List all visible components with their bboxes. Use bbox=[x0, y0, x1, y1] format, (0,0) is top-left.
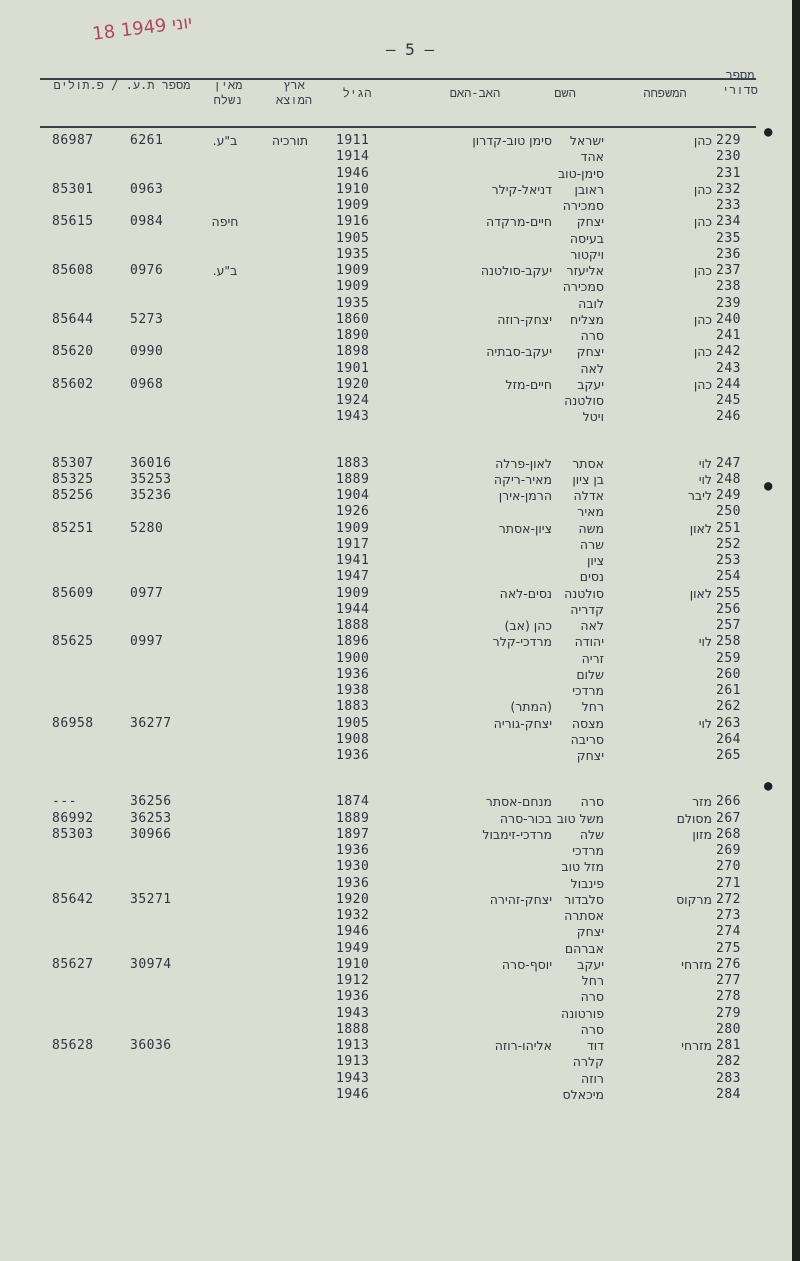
certificate-number: 36036 bbox=[130, 1038, 172, 1053]
birth-year: 1935 bbox=[336, 295, 370, 311]
birth-year: 1888 bbox=[336, 1021, 370, 1037]
first-name: פורטונה bbox=[561, 1005, 604, 1021]
personal-number: 85307 bbox=[52, 455, 94, 471]
personal-number: 85251 bbox=[52, 520, 94, 536]
serial-number: 280 bbox=[716, 1021, 741, 1037]
parents-names: יצחק-גוריה bbox=[493, 715, 552, 731]
header-name: השם bbox=[554, 86, 576, 100]
first-name: ראובן bbox=[574, 181, 604, 197]
parents-names: חיים-מזל bbox=[505, 376, 552, 392]
first-name: משה bbox=[578, 520, 604, 536]
certificate-number: 5280 bbox=[130, 520, 164, 536]
first-name: סולטנה bbox=[564, 393, 604, 408]
parents-names: נסים-לאה bbox=[499, 585, 552, 601]
serial-number: 262 bbox=[716, 699, 741, 715]
serial-number: 245 bbox=[716, 393, 741, 408]
first-name: נסים bbox=[579, 569, 604, 585]
first-name: אסתרה bbox=[564, 908, 604, 923]
birth-year: 1941 bbox=[336, 553, 370, 568]
family-name: לאון bbox=[689, 520, 712, 536]
family-name: לוי bbox=[698, 471, 712, 487]
serial-number: 229 bbox=[716, 133, 741, 148]
first-name: זריה bbox=[581, 650, 604, 666]
family-name: לאון bbox=[689, 585, 712, 601]
personal-number: 85256 bbox=[52, 488, 94, 503]
serial-number: 281 bbox=[716, 1038, 741, 1053]
serial-number: 266 bbox=[716, 794, 741, 810]
certificate-number: 35271 bbox=[130, 891, 172, 907]
certificate-number: 36016 bbox=[130, 455, 172, 471]
birth-year: 1860 bbox=[336, 311, 370, 327]
serial-number: 248 bbox=[716, 471, 741, 487]
first-name: שלה bbox=[579, 826, 604, 842]
family-name: כהן bbox=[693, 214, 712, 230]
family-name: מזר bbox=[692, 794, 712, 810]
first-name: מצליח bbox=[570, 311, 604, 327]
serial-number: 265 bbox=[716, 748, 741, 763]
family-name: מזרחי bbox=[681, 956, 712, 972]
serial-number: 272 bbox=[716, 891, 741, 907]
first-name: מזל טוב bbox=[561, 859, 604, 875]
certificate-number: 0976 bbox=[130, 263, 164, 278]
first-name: סמכירה bbox=[562, 279, 604, 295]
certificate-number: 0968 bbox=[130, 376, 164, 392]
personal-number: 85602 bbox=[52, 376, 94, 392]
parents-names: לאון-פרלה bbox=[495, 455, 552, 471]
first-name: סרה bbox=[580, 989, 604, 1005]
scan-edge bbox=[792, 0, 800, 1261]
birth-year: 1889 bbox=[336, 471, 370, 487]
family-name: לוי bbox=[698, 634, 712, 650]
serial-number: 249 bbox=[716, 488, 741, 503]
first-name: סרה bbox=[580, 328, 604, 343]
first-name: אליעזר bbox=[566, 263, 604, 278]
certificate-number: 30966 bbox=[130, 826, 172, 842]
personal-number: 85620 bbox=[52, 344, 94, 360]
family-name: כהן bbox=[693, 263, 712, 278]
serial-number: 275 bbox=[716, 940, 741, 956]
family-name: כהן bbox=[693, 133, 712, 148]
personal-number: 86992 bbox=[52, 810, 94, 826]
certificate-number: 0984 bbox=[130, 214, 164, 230]
serial-number: 251 bbox=[716, 520, 741, 536]
serial-number: 261 bbox=[716, 683, 741, 698]
birth-year: 1936 bbox=[336, 666, 370, 682]
parents-names: אליהו-רוזה bbox=[494, 1038, 552, 1053]
first-name: בן ציון bbox=[572, 471, 604, 487]
hole-punch-mark: ● bbox=[764, 124, 773, 140]
first-name: לובה bbox=[578, 295, 604, 311]
birth-year: 1888 bbox=[336, 618, 370, 633]
certificate-number: 36277 bbox=[130, 715, 172, 731]
certificate-number: 35253 bbox=[130, 471, 172, 487]
serial-number: 263 bbox=[716, 715, 741, 731]
header-origin: מאין נשלח bbox=[213, 78, 243, 107]
certificate-number: 6261 bbox=[130, 133, 164, 148]
birth-year: 1909 bbox=[336, 585, 370, 601]
serial-number: 233 bbox=[716, 198, 741, 213]
personal-number: 86958 bbox=[52, 715, 94, 731]
family-name: מזרחי bbox=[681, 1038, 712, 1053]
family-name: כהן bbox=[693, 376, 712, 392]
birth-year: 1908 bbox=[336, 731, 370, 747]
origin-place: ב"ע. bbox=[212, 263, 238, 278]
first-name: אדלה bbox=[573, 488, 604, 503]
family-name: מרקוס bbox=[676, 891, 712, 907]
first-name: יצחק bbox=[576, 344, 604, 360]
serial-number: 252 bbox=[716, 536, 741, 552]
certificate-number: 35236 bbox=[130, 488, 172, 503]
parents-names: הרמן-אירן bbox=[498, 488, 552, 503]
family-name: כהן bbox=[693, 344, 712, 360]
serial-number: 257 bbox=[716, 618, 741, 633]
serial-number: 239 bbox=[716, 295, 741, 311]
first-name: אהד bbox=[580, 149, 604, 165]
serial-number: 283 bbox=[716, 1070, 741, 1086]
birth-year: 1889 bbox=[336, 810, 370, 826]
first-name: מרדכי bbox=[572, 683, 604, 698]
personal-number: 85642 bbox=[52, 891, 94, 907]
serial-number: 242 bbox=[716, 344, 741, 360]
certificate-number: 36256 bbox=[130, 794, 172, 810]
first-name: ויטל bbox=[582, 409, 604, 425]
serial-number: 259 bbox=[716, 650, 741, 666]
serial-number: 235 bbox=[716, 230, 741, 246]
birth-year: 1930 bbox=[336, 859, 370, 875]
serial-number: 250 bbox=[716, 504, 741, 520]
serial-number: 271 bbox=[716, 875, 741, 891]
serial-number: 274 bbox=[716, 924, 741, 940]
personal-number: 85301 bbox=[52, 181, 94, 197]
birth-year: 1911 bbox=[336, 133, 370, 148]
birth-year: 1901 bbox=[336, 360, 370, 376]
birth-year: 1898 bbox=[336, 344, 370, 360]
hole-punch-mark: ● bbox=[764, 478, 773, 494]
parents-names: יצחק-זהירה bbox=[489, 891, 552, 907]
birth-year: 1910 bbox=[336, 956, 370, 972]
birth-year: 1943 bbox=[336, 409, 370, 425]
birth-year: 1938 bbox=[336, 683, 370, 698]
birth-year: 1890 bbox=[336, 328, 370, 343]
serial-number: 273 bbox=[716, 908, 741, 923]
serial-number: 276 bbox=[716, 956, 741, 972]
serial-number: 268 bbox=[716, 826, 741, 842]
parents-names: דניאל-קילר bbox=[491, 181, 552, 197]
personal-number: --- bbox=[52, 794, 77, 810]
family-name: מזון bbox=[692, 826, 712, 842]
certificate-number: 0977 bbox=[130, 585, 164, 601]
first-name: יצחק bbox=[576, 924, 604, 940]
header-country: ארץ המוצא bbox=[275, 78, 312, 107]
personal-number: 85608 bbox=[52, 263, 94, 278]
serial-number: 238 bbox=[716, 279, 741, 295]
certificate-number: 0963 bbox=[130, 181, 164, 197]
personal-number: 85325 bbox=[52, 471, 94, 487]
parents-names: ציון-אסתר bbox=[498, 520, 552, 536]
certificate-number: 5273 bbox=[130, 311, 164, 327]
birth-year: 1936 bbox=[336, 843, 370, 858]
header-bottom-rule bbox=[40, 126, 756, 128]
birth-year: 1944 bbox=[336, 601, 370, 617]
parents-names: יצחק-רוזה bbox=[497, 311, 552, 327]
first-name: מרדכי bbox=[572, 843, 604, 858]
first-name: ישראל bbox=[569, 133, 604, 148]
personal-number: 85628 bbox=[52, 1038, 94, 1053]
serial-number: 282 bbox=[716, 1054, 741, 1070]
family-name: ליבר bbox=[687, 488, 712, 503]
birth-year: 1936 bbox=[336, 875, 370, 891]
birth-year: 1924 bbox=[336, 393, 370, 408]
header-age: הגיל bbox=[342, 86, 372, 100]
personal-number: 85625 bbox=[52, 634, 94, 650]
birth-year: 1914 bbox=[336, 149, 370, 165]
parents-names: יעקב-סולטנה bbox=[480, 263, 552, 278]
birth-year: 1936 bbox=[336, 748, 370, 763]
certificate-number: 30974 bbox=[130, 956, 172, 972]
serial-number: 240 bbox=[716, 311, 741, 327]
first-name: קלרה bbox=[572, 1054, 604, 1070]
first-name: לאה bbox=[580, 618, 604, 633]
birth-year: 1909 bbox=[336, 198, 370, 213]
family-name: לוי bbox=[698, 715, 712, 731]
first-name: יצחק bbox=[576, 214, 604, 230]
header-cert: מספר ת.ע. / פ.תולים bbox=[53, 78, 191, 92]
birth-year: 1912 bbox=[336, 973, 370, 988]
first-name: ויקטור bbox=[570, 246, 604, 262]
first-name: מצסה bbox=[571, 715, 604, 731]
personal-number: 85644 bbox=[52, 311, 94, 327]
serial-number: 270 bbox=[716, 859, 741, 875]
hole-punch-mark: ● bbox=[764, 778, 773, 794]
first-name: יהודה bbox=[574, 634, 604, 650]
parents-names: סימן טוב-קדרון bbox=[472, 133, 552, 148]
serial-number: 284 bbox=[716, 1086, 741, 1102]
personal-number: 85615 bbox=[52, 214, 94, 230]
first-name: מאיר bbox=[577, 504, 604, 520]
birth-year: 1936 bbox=[336, 989, 370, 1005]
parents-names: מרדכי-זימבול bbox=[482, 826, 552, 842]
serial-number: 234 bbox=[716, 214, 741, 230]
first-name: סלבדור bbox=[564, 891, 604, 907]
birth-year: 1946 bbox=[336, 924, 370, 940]
serial-number: 243 bbox=[716, 360, 741, 376]
serial-number: 278 bbox=[716, 989, 741, 1005]
serial-number: 260 bbox=[716, 666, 741, 682]
birth-year: 1920 bbox=[336, 376, 370, 392]
personal-number: 86987 bbox=[52, 133, 94, 148]
birth-year: 1897 bbox=[336, 826, 370, 842]
origin-place: חיפה bbox=[211, 214, 239, 230]
first-name: שרה bbox=[579, 536, 604, 552]
first-name: סולטנה bbox=[564, 585, 604, 601]
first-name: אסתר bbox=[572, 455, 604, 471]
parents-names: יוסף-סרה bbox=[501, 956, 552, 972]
first-name: סריבה bbox=[570, 731, 604, 747]
birth-year: 1904 bbox=[336, 488, 370, 503]
header-family: המשפחה bbox=[643, 86, 687, 100]
serial-number: 258 bbox=[716, 634, 741, 650]
first-name: סרה bbox=[580, 794, 604, 810]
birth-year: 1909 bbox=[336, 520, 370, 536]
birth-year: 1926 bbox=[336, 504, 370, 520]
serial-number: 230 bbox=[716, 149, 741, 165]
birth-year: 1913 bbox=[336, 1038, 370, 1053]
first-name: שלום bbox=[576, 666, 604, 682]
date-stamp: 18 יוני 1949 bbox=[91, 11, 194, 45]
first-name: סרה bbox=[580, 1021, 604, 1037]
serial-number: 267 bbox=[716, 810, 741, 826]
first-name: פינבול bbox=[570, 875, 604, 891]
serial-number: 254 bbox=[716, 569, 741, 585]
birth-year: 1946 bbox=[336, 1086, 370, 1102]
serial-number: 269 bbox=[716, 843, 741, 858]
serial-number: 241 bbox=[716, 328, 741, 343]
first-name: סימן-טוב bbox=[557, 165, 604, 181]
first-name: רחל bbox=[581, 973, 604, 988]
first-name: ציון bbox=[586, 553, 604, 568]
first-name: לאה bbox=[580, 360, 604, 376]
birth-year: 1874 bbox=[336, 794, 370, 810]
birth-year: 1943 bbox=[336, 1070, 370, 1086]
first-name: יצחק bbox=[576, 748, 604, 763]
serial-number: 279 bbox=[716, 1005, 741, 1021]
serial-number: 236 bbox=[716, 246, 741, 262]
personal-number: 85609 bbox=[52, 585, 94, 601]
parents-names: מנחם-אסתר bbox=[485, 794, 552, 810]
birth-year: 1883 bbox=[336, 699, 370, 715]
serial-number: 232 bbox=[716, 181, 741, 197]
certificate-number: 0990 bbox=[130, 344, 164, 360]
header-top-rule bbox=[40, 78, 756, 80]
parents-names: (המתר) bbox=[510, 699, 552, 715]
family-name: לוי bbox=[698, 455, 712, 471]
birth-year: 1909 bbox=[336, 263, 370, 278]
header-parents: האב-האם bbox=[449, 86, 501, 100]
birth-year: 1949 bbox=[336, 940, 370, 956]
serial-number: 244 bbox=[716, 376, 741, 392]
certificate-number: 0997 bbox=[130, 634, 164, 650]
serial-number: 246 bbox=[716, 409, 741, 425]
parents-names: מאיר-ריקה bbox=[493, 471, 552, 487]
serial-number: 264 bbox=[716, 731, 741, 747]
family-name: מסולם bbox=[676, 810, 712, 826]
personal-number: 85627 bbox=[52, 956, 94, 972]
birth-year: 1913 bbox=[336, 1054, 370, 1070]
serial-number: 253 bbox=[716, 553, 741, 568]
first-name: קדריה bbox=[570, 601, 604, 617]
birth-year: 1905 bbox=[336, 715, 370, 731]
birth-year: 1920 bbox=[336, 891, 370, 907]
birth-year: 1883 bbox=[336, 455, 370, 471]
serial-number: 237 bbox=[716, 263, 741, 278]
personal-number: 85303 bbox=[52, 826, 94, 842]
first-name: רחל bbox=[581, 699, 604, 715]
parents-names: בכור-סרה bbox=[499, 810, 552, 826]
birth-year: 1935 bbox=[336, 246, 370, 262]
birth-year: 1900 bbox=[336, 650, 370, 666]
birth-year: 1910 bbox=[336, 181, 370, 197]
serial-number: 231 bbox=[716, 165, 741, 181]
birth-year: 1896 bbox=[336, 634, 370, 650]
family-name: כהן bbox=[693, 181, 712, 197]
birth-year: 1946 bbox=[336, 165, 370, 181]
serial-number: 277 bbox=[716, 973, 741, 988]
first-name: אברהם bbox=[564, 940, 604, 956]
family-name: כהן bbox=[693, 311, 712, 327]
first-name: סמכירה bbox=[562, 198, 604, 213]
parents-names: חיים-מרקדה bbox=[486, 214, 552, 230]
parents-names: כהן (אב) bbox=[504, 618, 552, 633]
serial-number: 247 bbox=[716, 455, 741, 471]
birth-year: 1947 bbox=[336, 569, 370, 585]
header-serial: מספר סדורי bbox=[721, 68, 758, 97]
first-name: יעקב bbox=[577, 956, 604, 972]
serial-number: 256 bbox=[716, 601, 741, 617]
birth-year: 1916 bbox=[336, 214, 370, 230]
first-name: משל טוב bbox=[556, 810, 604, 826]
birth-year: 1943 bbox=[336, 1005, 370, 1021]
first-name: יעקב bbox=[577, 376, 604, 392]
page-number: — 5 — bbox=[385, 40, 435, 59]
birth-year: 1909 bbox=[336, 279, 370, 295]
certificate-number: 36253 bbox=[130, 810, 172, 826]
parents-names: יעקב-סבתיה bbox=[486, 344, 552, 360]
first-name: רוזה bbox=[581, 1070, 604, 1086]
first-name: בעיסה bbox=[569, 230, 604, 246]
birth-year: 1905 bbox=[336, 230, 370, 246]
first-name: דוד bbox=[586, 1038, 604, 1053]
birth-year: 1917 bbox=[336, 536, 370, 552]
origin-place: ב"ע. bbox=[212, 133, 238, 148]
first-name: מיכאלס bbox=[562, 1086, 604, 1102]
country-of-origin: תורכיה bbox=[271, 133, 309, 148]
serial-number: 255 bbox=[716, 585, 741, 601]
parents-names: מרדכי-קלר bbox=[492, 634, 552, 650]
birth-year: 1932 bbox=[336, 908, 370, 923]
